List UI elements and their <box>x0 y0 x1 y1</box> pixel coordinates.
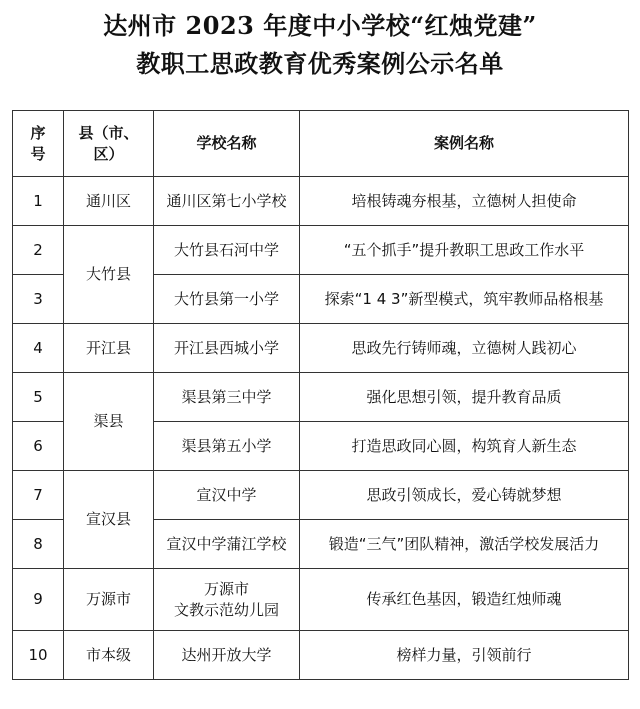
table-row <box>13 226 629 275</box>
school-name-line-1: 万源市 <box>203 579 249 598</box>
table-row <box>13 631 629 680</box>
county-cell: 市本级 <box>64 631 154 680</box>
header-county-line-1: 县（市、 <box>78 123 139 142</box>
case-cell: 锻造“三气”团队精神，激活学校发展活力 <box>300 520 629 569</box>
school-cell: 宣汉中学 <box>154 471 300 520</box>
county-cell: 大竹县 <box>64 226 154 324</box>
row-number: 8 <box>13 520 64 569</box>
row-number: 6 <box>13 422 64 471</box>
case-cell: 榜样力量，引领前行 <box>300 631 629 680</box>
header-index <box>13 111 64 177</box>
row-number: 2 <box>13 226 64 275</box>
school-cell: 宣汉中学蒲江学校 <box>154 520 300 569</box>
school-name-line-2: 文教示范幼儿园 <box>173 600 279 619</box>
case-cell: 思政引领成长，爱心铸就梦想 <box>300 471 629 520</box>
header-school: 学校名称 <box>154 111 300 177</box>
county-cell: 渠县 <box>64 373 154 471</box>
county-cell: 通川区 <box>64 177 154 226</box>
row-number: 3 <box>13 275 64 324</box>
school-cell: 大竹县第一小学 <box>154 275 300 324</box>
county-cell: 宣汉县 <box>64 471 154 569</box>
table-row <box>13 324 629 373</box>
row-number: 9 <box>13 569 64 631</box>
school-cell: 达州开放大学 <box>154 631 300 680</box>
document-title-line-1: 达州市 2023 年度中小学校“红烛党建” <box>103 11 537 40</box>
case-cell: “五个抓手”提升教职工思政工作水平 <box>300 226 629 275</box>
header-index-line-1: 序 <box>30 123 46 142</box>
school-cell: 渠县第三中学 <box>154 373 300 422</box>
case-cell: 思政先行铸师魂，立德树人践初心 <box>300 324 629 373</box>
row-number: 4 <box>13 324 64 373</box>
case-cell: 传承红色基因，锻造红烛师魂 <box>300 569 629 631</box>
header-case: 案例名称 <box>300 111 629 177</box>
table-header-row <box>13 111 629 177</box>
row-number: 7 <box>13 471 64 520</box>
table-row <box>13 471 629 520</box>
school-cell: 渠县第五小学 <box>154 422 300 471</box>
case-cell: 打造思政同心圆，构筑育人新生态 <box>300 422 629 471</box>
header-index-line-2: 号 <box>30 144 46 163</box>
header-county <box>64 111 154 177</box>
row-number: 1 <box>13 177 64 226</box>
row-number: 10 <box>13 631 64 680</box>
case-cell: 探索“1 4 3”新型模式，筑牢教师品格根基 <box>300 275 629 324</box>
table-row <box>13 373 629 422</box>
case-cell: 培根铸魂夯根基，立德树人担使命 <box>300 177 629 226</box>
header-county-line-2: 区） <box>93 144 124 163</box>
county-cell: 开江县 <box>64 324 154 373</box>
table-row <box>13 177 629 226</box>
school-cell: 开江县西城小学 <box>154 324 300 373</box>
school-cell <box>154 569 300 631</box>
case-list-table <box>12 110 629 680</box>
county-cell: 万源市 <box>64 569 154 631</box>
school-cell: 大竹县石河中学 <box>154 226 300 275</box>
row-number: 5 <box>13 373 64 422</box>
school-cell: 通川区第七小学校 <box>154 177 300 226</box>
document-title-line-2: 教职工思政教育优秀案例公示名单 <box>136 49 504 78</box>
table-row <box>13 569 629 631</box>
case-cell: 强化思想引领，提升教育品质 <box>300 373 629 422</box>
